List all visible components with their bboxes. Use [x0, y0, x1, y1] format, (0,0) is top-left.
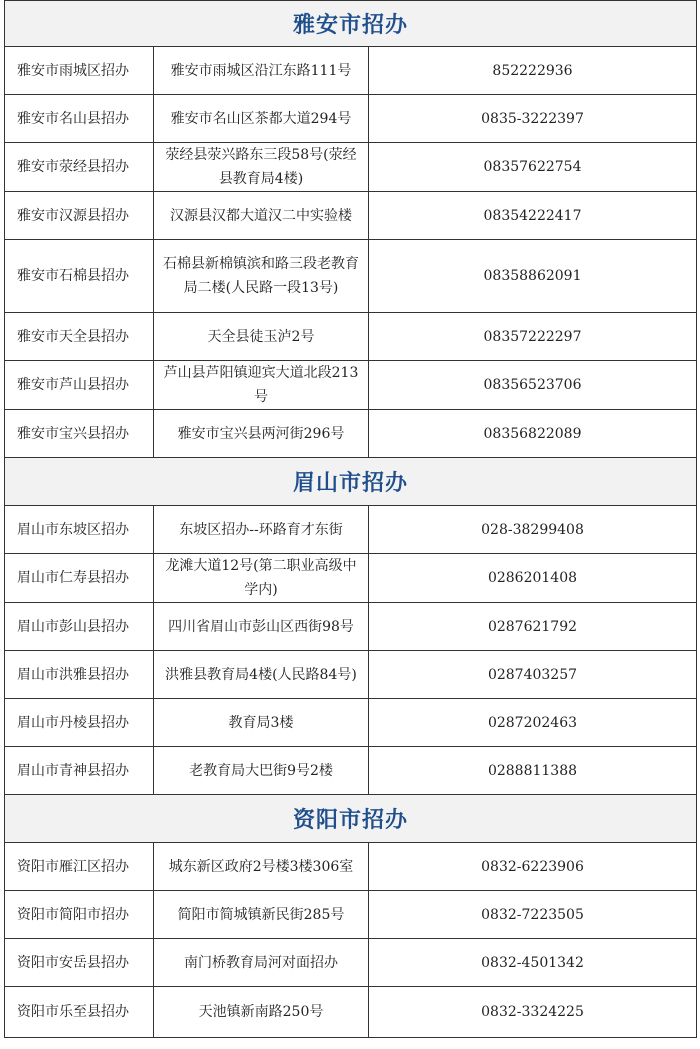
table-row	[5, 95, 697, 143]
phone-cell: 08357222297	[369, 313, 697, 361]
table-row	[5, 240, 697, 313]
address-cell: 雅安市雨城区沿江东路111号	[154, 47, 369, 95]
admissions-office-table	[4, 0, 697, 1038]
phone-cell: 0832-7223505	[369, 891, 697, 939]
office-name-cell: 雅安市名山县招办	[5, 95, 154, 143]
address-cell: 荥经县荥兴路东三段58号(荥经县教育局4楼)	[154, 143, 369, 192]
phone-cell: 0287403257	[369, 651, 697, 699]
address-cell: 雅安市名山区茶都大道294号	[154, 95, 369, 143]
phone-cell: 028-38299408	[369, 506, 697, 554]
office-name-cell: 雅安市石棉县招办	[5, 240, 154, 313]
office-name-cell: 雅安市宝兴县招办	[5, 410, 154, 458]
office-name-cell: 资阳市乐至县招办	[5, 987, 154, 1038]
address-cell: 雅安市宝兴县两河街296号	[154, 410, 369, 458]
address-cell: 石棉县新棉镇滨和路三段老教育局二楼(人民路一段13号)	[154, 240, 369, 313]
office-name-cell: 资阳市简阳市招办	[5, 891, 154, 939]
address-cell: 四川省眉山市彭山区西街98号	[154, 603, 369, 651]
office-name-cell: 眉山市丹棱县招办	[5, 699, 154, 747]
address-cell: 教育局3楼	[154, 699, 369, 747]
office-name-cell: 眉山市仁寿县招办	[5, 554, 154, 603]
phone-cell: 0286201408	[369, 554, 697, 603]
table-row	[5, 699, 697, 747]
phone-cell: 08356822089	[369, 410, 697, 458]
table-row	[5, 506, 697, 554]
table-row	[5, 47, 697, 95]
office-name-cell: 眉山市青神县招办	[5, 747, 154, 795]
section-title: 资阳市招办	[5, 795, 697, 843]
office-name-cell: 资阳市雁江区招办	[5, 843, 154, 891]
phone-cell: 08357622754	[369, 143, 697, 192]
phone-cell: 0287621792	[369, 603, 697, 651]
address-cell: 老教育局大巴街9号2楼	[154, 747, 369, 795]
phone-cell: 08356523706	[369, 361, 697, 410]
address-cell: 汉源县汉都大道汉二中实验楼	[154, 192, 369, 240]
office-name-cell: 雅安市荥经县招办	[5, 143, 154, 192]
phone-cell: 0832-4501342	[369, 939, 697, 987]
address-cell: 洪雅县教育局4楼(人民路84号)	[154, 651, 369, 699]
address-cell: 城东新区政府2号楼3楼306室	[154, 843, 369, 891]
office-name-cell: 雅安市雨城区招办	[5, 47, 154, 95]
address-cell: 南门桥教育局河对面招办	[154, 939, 369, 987]
office-name-cell: 雅安市汉源县招办	[5, 192, 154, 240]
table-row	[5, 651, 697, 699]
table-row	[5, 891, 697, 939]
table-row	[5, 747, 697, 795]
office-name-cell: 眉山市彭山县招办	[5, 603, 154, 651]
section-title: 眉山市招办	[5, 458, 697, 506]
table-row	[5, 410, 697, 458]
section-title: 雅安市招办	[5, 1, 697, 47]
phone-cell: 0835-3222397	[369, 95, 697, 143]
address-cell: 龙滩大道12号(第二职业高级中学内)	[154, 554, 369, 603]
address-cell: 东坡区招办--环路育才东街	[154, 506, 369, 554]
address-cell: 天池镇新南路250号	[154, 987, 369, 1038]
table-row	[5, 603, 697, 651]
address-cell: 芦山县芦阳镇迎宾大道北段213号	[154, 361, 369, 410]
table-body	[5, 1, 697, 1038]
table-row	[5, 843, 697, 891]
table-row	[5, 939, 697, 987]
phone-cell: 0832-3324225	[369, 987, 697, 1038]
phone-cell: 0288811388	[369, 747, 697, 795]
phone-cell: 852222936	[369, 47, 697, 95]
address-cell: 简阳市简城镇新民街285号	[154, 891, 369, 939]
section-header-row	[5, 458, 697, 506]
table-row	[5, 313, 697, 361]
section-header-row	[5, 1, 697, 47]
phone-cell: 0287202463	[369, 699, 697, 747]
office-name-cell: 眉山市东坡区招办	[5, 506, 154, 554]
office-name-cell: 雅安市天全县招办	[5, 313, 154, 361]
table-row	[5, 987, 697, 1038]
phone-cell: 0832-6223906	[369, 843, 697, 891]
phone-cell: 08358862091	[369, 240, 697, 313]
section-header-row	[5, 795, 697, 843]
phone-cell: 08354222417	[369, 192, 697, 240]
address-cell: 天全县徒玉泸2号	[154, 313, 369, 361]
office-name-cell: 雅安市芦山县招办	[5, 361, 154, 410]
table-row	[5, 192, 697, 240]
table-row	[5, 143, 697, 192]
office-name-cell: 眉山市洪雅县招办	[5, 651, 154, 699]
table-row	[5, 361, 697, 410]
table-row	[5, 554, 697, 603]
office-name-cell: 资阳市安岳县招办	[5, 939, 154, 987]
